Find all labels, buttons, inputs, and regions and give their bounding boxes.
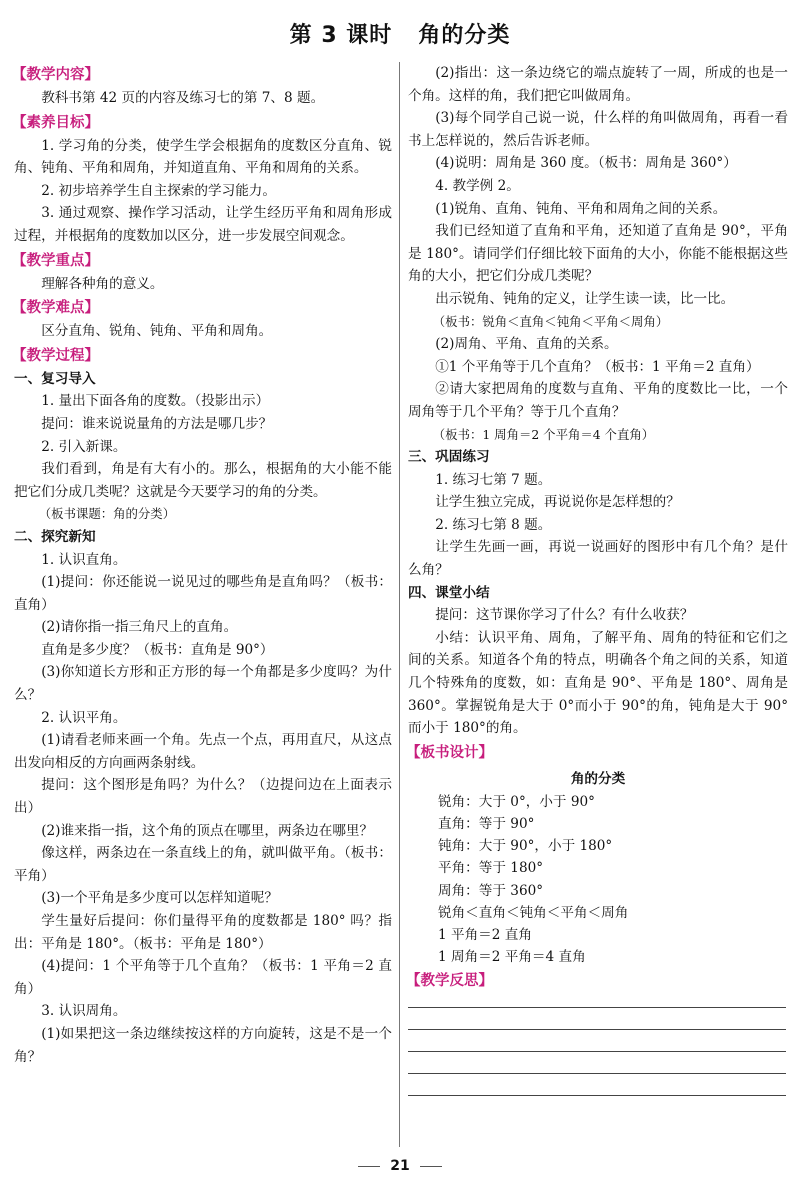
paragraph: (1)提问：你还能说一说见过的哪些角是直角吗？（板书：直角） xyxy=(14,574,392,613)
section-heading: 【教学过程】 xyxy=(12,347,99,364)
paragraph: (1)锐角、直角、钝角、平角和周角之间的关系。 xyxy=(435,200,727,217)
paragraph: 2. 练习七第 8 题。 xyxy=(435,516,552,533)
paragraph: 教科书第 42 页的内容及练习七的第 7、8 题。 xyxy=(41,90,325,106)
board-design-line: 锐角＜直角＜钝角＜平角＜周角 xyxy=(438,904,629,921)
subsection-heading: 四、课堂小结 xyxy=(408,584,490,601)
paragraph: (4)说明：周角是 360 度。（板书：周角是 360°） xyxy=(435,155,737,172)
paragraph: ①1 个平角等于几个直角？（板书：1 平角＝2 直角） xyxy=(435,358,760,375)
paragraph: 2. 初步培养学生自主探索的学习能力。 xyxy=(41,182,276,199)
board-design-line: 周角：等于 360° xyxy=(438,882,544,899)
board-design-line: 1 平角＝2 直角 xyxy=(438,927,532,944)
board-design-title: 角的分类 xyxy=(570,770,626,787)
paragraph: 1. 量出下面各角的度数。（投影出示） xyxy=(41,393,270,410)
paragraph: 1. 练习七第 7 题。 xyxy=(435,471,552,488)
lesson-title xyxy=(0,18,800,49)
paragraph: (3)你知道长方形和正方形的每一个角都是多少度吗？为什么？ xyxy=(14,664,392,704)
subsection-heading: 三、巩固练习 xyxy=(408,449,490,466)
paragraph: 让学生先画一画，再说一说画好的图形中有几个角？是什么角？ xyxy=(408,539,788,579)
page-number: 21 xyxy=(390,1158,410,1174)
paragraph: 3. 通过观察、操作学习活动，让学生经历平角和周角形成过程，并根据角的度数加以区分，进一步发展空间观念。 xyxy=(14,205,392,244)
page-footer xyxy=(0,1158,800,1174)
paragraph: (2)周角、平角、直角的关系。 xyxy=(435,336,618,353)
section-heading: 【板书设计】 xyxy=(406,744,493,761)
subsection-heading: 二、探究新知 xyxy=(14,528,96,545)
section-heading: 【教学反思】 xyxy=(406,973,493,990)
paragraph: 出示锐角、钝角的定义，让学生读一读，比一比。 xyxy=(435,290,735,307)
reflection-writing-area xyxy=(408,1007,788,1096)
paragraph: 我们看到，角是有大有小的。那么，根据角的大小能不能把它们分成几类呢？这就是今天要学习的角的分类。 xyxy=(14,461,392,500)
paragraph: 学生量好后提问：你们量得平角的度数都是 180° 吗？指出：平角是 180°。（板书：平角是 180°） xyxy=(14,913,392,952)
board-note: （板书：1 周角＝2 个平角＝4 个直角） xyxy=(432,426,655,442)
paragraph: (2)请你指一指三角尺上的直角。 xyxy=(41,619,238,636)
paragraph: (4)提问：1 个平角等于几个直角？（板书：1 平角＝2 直角） xyxy=(14,958,392,997)
paragraph: 提问：谁来说说量角的方法是哪几步？ xyxy=(41,415,273,432)
paragraph: 1. 认识直角。 xyxy=(41,551,127,568)
paragraph: (2)谁来指一指，这个角的顶点在哪里，两条边在哪里？ xyxy=(41,822,374,839)
subsection-heading: 一、复习导入 xyxy=(14,370,96,387)
paragraph: (3)一个平角是多少度可以怎样知道呢？ xyxy=(41,890,278,907)
paragraph: 提问：这个图形是角吗？为什么？（边提问边在上面表示出） xyxy=(14,777,392,817)
column-divider xyxy=(399,62,400,1147)
writing-line xyxy=(408,1095,786,1096)
board-design-line: 1 周角＝2 平角＝4 直角 xyxy=(438,949,586,966)
writing-line xyxy=(408,1073,786,1074)
paragraph: 我们已经知道了直角和平角，还知道了直角是 90°，平角是 180°。请同学们仔细比较下面角的大小，你能不能根据这些角的大小，把它们分成几类呢？ xyxy=(408,223,788,285)
board-note: （板书：锐角＜直角＜钝角＜平角＜周角） xyxy=(432,313,669,329)
section-heading: 【教学难点】 xyxy=(12,300,99,317)
paragraph: (1)如果把这一条边继续按这样的方向旋转，这是不是一个角？ xyxy=(14,1025,392,1065)
lesson-number: 第 3 课时 xyxy=(289,23,393,48)
paragraph: 2. 引入新课。 xyxy=(41,438,127,455)
paragraph: 提问：这节课你学习了什么？有什么收获？ xyxy=(435,607,694,624)
section-heading: 【素养目标】 xyxy=(12,114,99,131)
paragraph: 像这样，两条边在一条直线上的角，就叫做平角。（板书：平角） xyxy=(14,845,392,884)
paragraph: (3)每个同学自己说一说，什么样的角叫做周角，再看一看书上怎样说的，然后告诉老师。 xyxy=(408,110,788,149)
paragraph: 小结：认识平角、周角，了解平角、周角的特征和它们之间的关系。知道各个角的特点，明确各个角之间的关系，知道几个特殊角的度数，如：直角是 90°、平角是 180°、周角是 360°。掌握锐角是大于 0°而小于 90°的角，钝角是大于 90°而小于 180°的角。 xyxy=(408,629,788,737)
paragraph: 3. 认识周角。 xyxy=(41,1003,127,1020)
section-heading: 【教学重点】 xyxy=(12,252,99,269)
paragraph: 4. 教学例 2。 xyxy=(435,177,520,194)
paragraph: (2)指出：这一条边绕它的端点旋转了一周，所成的也是一个角。这样的角，我们把它叫做周角。 xyxy=(408,65,788,104)
section-heading: 【教学内容】 xyxy=(12,67,99,83)
paragraph: (1)请看老师来画一个角。先点一个点，再用直尺，从这点出发向相反的方向画两条射线。 xyxy=(14,732,392,771)
board-design-line: 直角：等于 90° xyxy=(438,816,535,833)
left-column xyxy=(14,62,392,1068)
writing-line xyxy=(408,1051,786,1052)
paragraph: 区分直角、锐角、钝角、平角和周角。 xyxy=(41,323,273,340)
paragraph: ②请大家把周角的度数与直角、平角的度数比一比，一个周角等于几个平角？等于几个直角？ xyxy=(408,381,788,420)
lesson-topic: 角的分类 xyxy=(418,23,511,48)
writing-line xyxy=(408,1007,786,1008)
paragraph: 让学生独立完成，再说说你是怎样想的？ xyxy=(435,494,680,511)
board-design-line: 平角：等于 180° xyxy=(438,860,544,877)
board-design-line: 钝角：大于 90°，小于 180° xyxy=(438,838,613,855)
paragraph: 直角是多少度？（板书：直角是 90°） xyxy=(41,641,274,658)
paragraph: 理解各种角的意义。 xyxy=(41,275,164,292)
right-column xyxy=(408,62,788,1117)
board-design-line: 锐角：大于 0°，小于 90° xyxy=(438,793,595,810)
board-note: （板书课题：角的分类） xyxy=(38,506,176,522)
paragraph: 2. 认识平角。 xyxy=(41,709,127,726)
paragraph: 1. 学习角的分类，使学生学会根据角的度数区分直角、锐角、钝角、平角和周角，并知道直角、平角和周角的关系。 xyxy=(14,137,392,177)
writing-line xyxy=(408,1029,786,1030)
